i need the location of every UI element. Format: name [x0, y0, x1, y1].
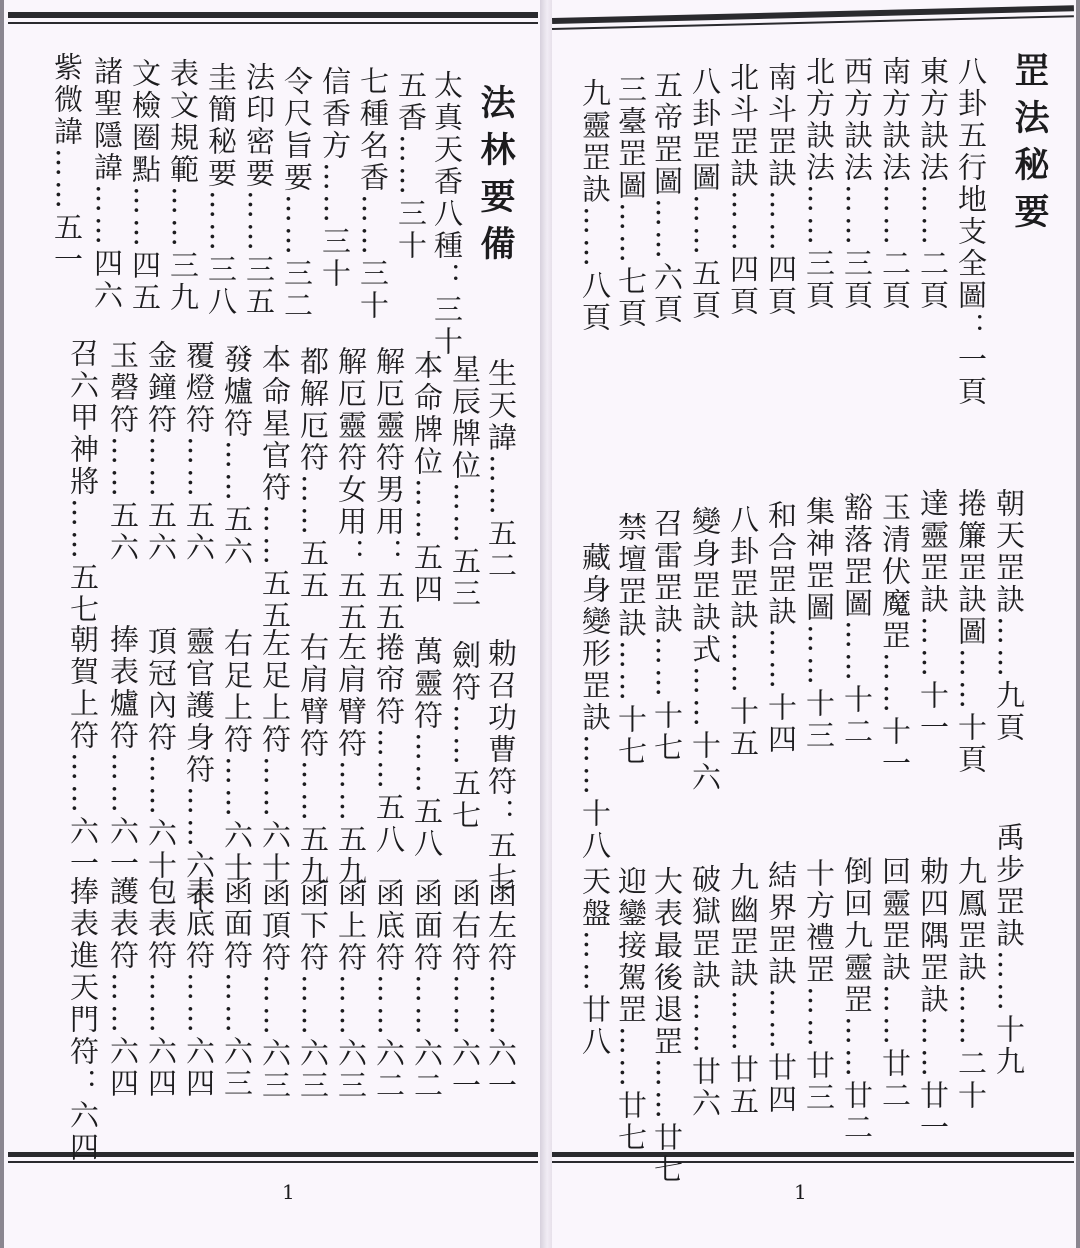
toc-entry: 破獄罡訣……廿六 [688, 864, 722, 1120]
toc-entry: 捲簾罡訣圖……十頁 [954, 488, 988, 776]
toc-entry: 萬靈符……五八 [410, 636, 444, 860]
toc-entry: 劍符……五七 [448, 640, 482, 832]
toc-entry: 禹步罡訣……十九 [992, 822, 1026, 1078]
toc-entry: 玉磬符……五六 [106, 340, 140, 564]
toc-entry: 覆燈符……五六 [182, 340, 216, 564]
toc-entry: 金鐘符……五六 [144, 340, 178, 564]
toc-entry: 捧表進天門符：六四 [66, 876, 100, 1164]
toc-entry: 右肩臂符……五九 [296, 632, 330, 888]
toc-entry: 太真天香八種：三十 [430, 70, 464, 358]
toc-entry: 表文規範……三九 [166, 58, 200, 314]
toc-entry: 八卦五行地支全圖：一頁 [954, 56, 988, 408]
toc-entry: 紫微諱……五一 [50, 52, 84, 276]
toc-entry: 法印密要……三五 [242, 62, 276, 318]
toc-entry: 九靈罡訣……八頁 [578, 78, 612, 334]
toc-entry: 解厄靈符女用：五五 [334, 346, 368, 634]
toc-entry: 結界罡訣……廿四 [764, 860, 798, 1116]
toc-entry: 包表符……六四 [144, 876, 178, 1100]
toc-entry: 達靈罡訣……十一 [916, 488, 950, 744]
left-page-number: 1 [282, 1180, 295, 1204]
left-top-rule [8, 12, 538, 18]
toc-entry: 函下符……六三 [296, 878, 330, 1102]
toc-entry: 左足上符……六十 [258, 628, 292, 884]
right-edge [1076, 0, 1080, 1248]
toc-entry: 函底符……六二 [372, 878, 406, 1102]
right-bottom-rule-thin [552, 1161, 1074, 1163]
toc-entry: 發爐符……五六 [220, 344, 254, 568]
right-page-number: 1 [794, 1180, 807, 1204]
toc-entry: 八卦罡圖……五頁 [688, 66, 722, 322]
toc-entry: 北斗罡訣……四頁 [726, 62, 760, 318]
toc-entry: 南斗罡訣……四頁 [764, 62, 798, 318]
toc-entry: 大表最後退罡……廿七 [650, 866, 684, 1186]
toc-entry: 朝賀上符……六一 [66, 624, 100, 880]
toc-entry: 本命牌位……五四 [410, 350, 444, 606]
toc-entry: 左肩臂符……五九 [334, 632, 368, 888]
toc-entry: 捧表爐符……六一 [106, 624, 140, 880]
toc-entry: 集神罡圖……十三 [802, 496, 836, 752]
toc-entry: 函頂符……六三 [258, 878, 292, 1102]
toc-entry: 都解厄符……五五 [296, 346, 330, 602]
toc-entry: 解厄靈符男用：五五 [372, 346, 406, 634]
toc-entry: 十方禮罡……廿三 [802, 858, 836, 1114]
right-page-title: 罡法秘要 [1009, 52, 1049, 240]
toc-entry: 藏身變形罡訣……十八 [578, 542, 612, 862]
toc-entry: 天盤……廿八 [578, 866, 612, 1058]
toc-entry: 豁落罡圖……十二 [840, 492, 874, 748]
toc-entry: 星辰牌位……五三 [448, 354, 482, 610]
toc-entry: 頂冠內符……六十 [144, 626, 178, 882]
toc-entry: 圭簡秘要……三八 [204, 62, 238, 318]
toc-entry: 信香方……三十 [318, 66, 352, 290]
toc-entry: 倒回九靈罡……廿二 [840, 856, 874, 1144]
toc-entry: 函上符……六三 [334, 878, 368, 1102]
toc-entry: 五香……三十 [394, 70, 428, 262]
toc-entry: 七種名香……三十 [356, 66, 390, 322]
toc-entry: 南方訣法……二頁 [878, 56, 912, 312]
toc-entry: 西方訣法……三頁 [840, 56, 874, 312]
toc-entry: 函右符……六一 [448, 878, 482, 1102]
toc-entry: 靈官護身符……六十 [182, 626, 216, 914]
toc-entry: 本命星官符……五五 [258, 344, 292, 632]
toc-entry: 東方訣法……二頁 [916, 56, 950, 312]
toc-entry: 召雷罡訣……十七 [650, 508, 684, 764]
toc-entry: 捲帘符……五八 [372, 632, 406, 856]
toc-entry: 表底符……六四 [182, 876, 216, 1100]
toc-entry: 北方訣法……三頁 [802, 56, 836, 312]
toc-entry: 生天諱……五二 [484, 358, 518, 582]
toc-entry: 文檢圈點……四五 [128, 58, 162, 314]
toc-entry: 勅四隅罡訣……廿一 [916, 856, 950, 1144]
toc-entry: 迎鑾接駕罡……廿七 [614, 866, 648, 1154]
toc-entry: 護表符……六四 [106, 876, 140, 1100]
toc-entry: 三臺罡圖……七頁 [614, 74, 648, 330]
toc-entry: 變身罡訣式……十六 [688, 506, 722, 794]
toc-entry: 九鳳罡訣……二十 [954, 856, 988, 1112]
left-top-rule-thin [8, 22, 538, 24]
toc-entry: 勅召功曹符：五七 [484, 638, 518, 894]
toc-entry: 令尺旨要……三二 [280, 66, 314, 322]
left-edge [0, 0, 4, 1248]
toc-entry: 禁壇罡訣……十七 [614, 512, 648, 768]
toc-entry: 五帝罡圖……六頁 [650, 70, 684, 326]
toc-entry: 諸聖隱諱……四六 [90, 56, 124, 312]
toc-entry: 玉清伏魔罡……十一 [878, 492, 912, 780]
toc-entry: 函面符……六三 [220, 876, 254, 1100]
toc-entry: 和合罡訣……十四 [764, 500, 798, 756]
toc-entry: 八卦罡訣……十五 [726, 504, 760, 760]
toc-entry: 召六甲神將……五七 [66, 338, 100, 626]
toc-entry: 函左符……六一 [484, 878, 518, 1102]
toc-entry: 朝天罡訣……九頁 [992, 488, 1026, 744]
toc-entry: 回靈罡訣……廿二 [878, 856, 912, 1112]
left-page-title: 法林要備 [475, 84, 515, 272]
toc-entry: 右足上符……六十 [220, 628, 254, 884]
toc-entry: 函面符……六二 [410, 878, 444, 1102]
toc-entry: 九幽罡訣……廿五 [726, 862, 760, 1118]
